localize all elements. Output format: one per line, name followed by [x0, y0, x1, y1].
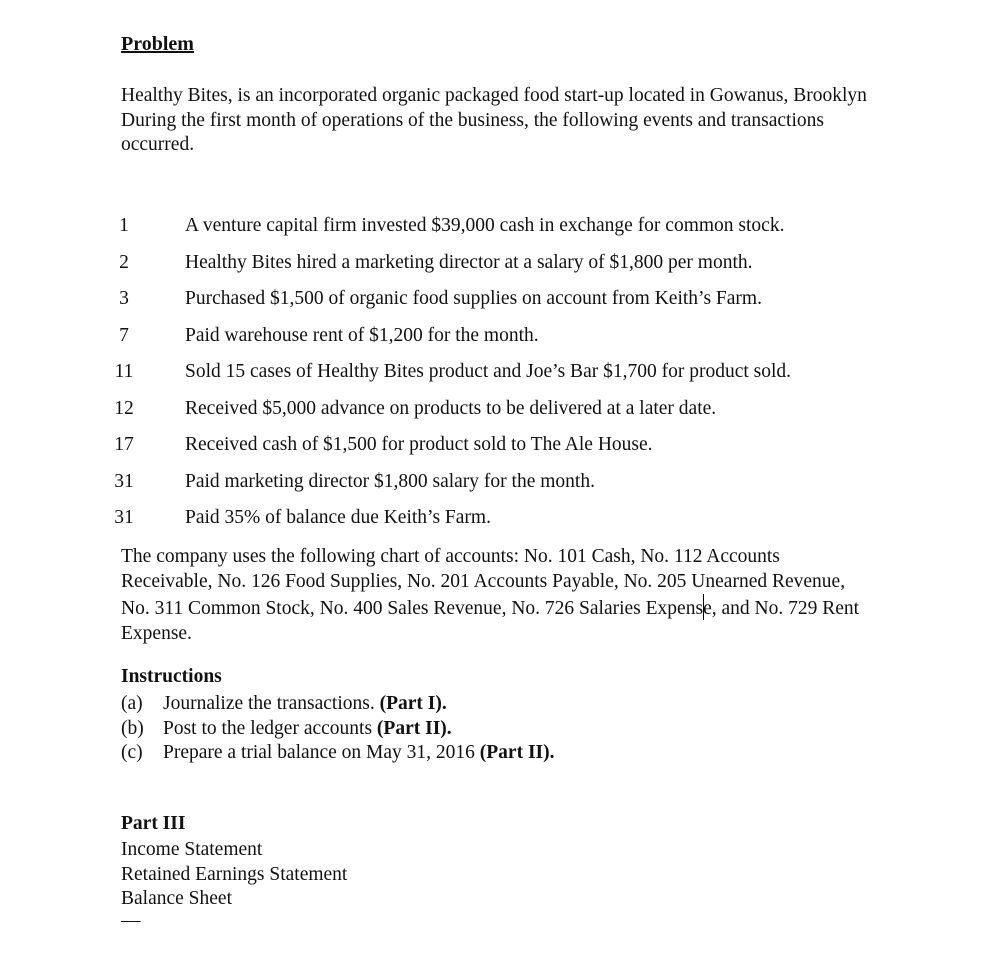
transaction-text: Paid warehouse rent of $1,200 for the month. — [185, 324, 539, 346]
transaction-text: Received cash of $1,500 for product sold to The Ale House. — [185, 434, 653, 455]
instruction-item — [121, 717, 555, 742]
instruction-text: Post to the ledger accounts — [163, 717, 377, 739]
problem-heading: Problem — [121, 33, 194, 55]
instruction-part: (Part I). — [379, 693, 447, 714]
transaction-text: Received $5,000 advance on products to be delivered at a later date. — [185, 397, 717, 419]
instruction-letter: (b) — [121, 717, 144, 739]
instruction-item — [121, 741, 555, 766]
part-three-item: Income Statement — [121, 839, 263, 860]
instructions-heading: Instructions — [121, 666, 222, 687]
accounts-text-end: e, and No. 729 Rent Expense. — [121, 598, 860, 644]
instruction-letter: (c) — [121, 742, 143, 763]
transaction-day: 3 — [119, 288, 129, 309]
part-three-item: Balance Sheet — [121, 888, 232, 909]
transaction-day: 2 — [119, 251, 129, 273]
instruction-part: (Part II). — [479, 742, 555, 763]
transaction-text: A venture capital firm invested $39,000 cash in exchange for common stock. — [185, 215, 785, 236]
transaction-day: 31 — [114, 470, 134, 492]
transaction-text: Sold 15 cases of Healthy Bites product and Joe’s Bar $1,700 for product sold. — [185, 361, 792, 382]
transaction-text: Purchased $1,500 of organic food supplies on account from Keith’s Farm. — [185, 288, 762, 309]
instruction-text: Prepare a trial balance on May 31, 2016 — [163, 742, 480, 763]
transaction-day: 1 — [119, 215, 129, 236]
transaction-text: Healthy Bites hired a marketing director at a salary of $1,800 per month. — [185, 251, 753, 273]
instruction-item — [121, 692, 555, 717]
transaction-day: 17 — [114, 434, 134, 455]
instruction-text: Journalize the transactions. — [163, 693, 380, 714]
part-three-heading: Part III — [121, 813, 186, 834]
chart-of-accounts-paragraph — [121, 545, 861, 646]
transaction-day: 31 — [114, 507, 134, 528]
instruction-letter: (a) — [121, 693, 143, 714]
instructions-list — [121, 692, 555, 766]
accounts-text-start: The company uses the following chart of accounts: No. 101 Cash, No. 112 Accounts Receivable, No. 126 Food Supplies, No. 201 Accounts Payable, No. 205 Unearned Revenue, No. 311 Common Stock, No. 400 Sales Revenue, No. 726 Salaries Expens — [121, 546, 846, 619]
instruction-part: (Part II). — [376, 717, 452, 739]
trailing-dash: — — [121, 910, 141, 931]
transaction-day: 11 — [114, 361, 134, 382]
transaction-day: 12 — [114, 397, 134, 419]
transaction-text: Paid 35% of balance due Keith’s Farm. — [185, 507, 491, 528]
intro-paragraph: Healthy Bites, is an incorporated organic packaged food start-up located in Gowanus, Brooklyn During the first month of operations of the business, the following events and transactions occurred. — [121, 85, 867, 155]
part-three-list — [121, 838, 347, 912]
transaction-text: Paid marketing director $1,800 salary for the month. — [185, 470, 595, 492]
transaction-day: 7 — [119, 324, 129, 346]
part-three-item: Retained Earnings Statement — [121, 863, 348, 885]
